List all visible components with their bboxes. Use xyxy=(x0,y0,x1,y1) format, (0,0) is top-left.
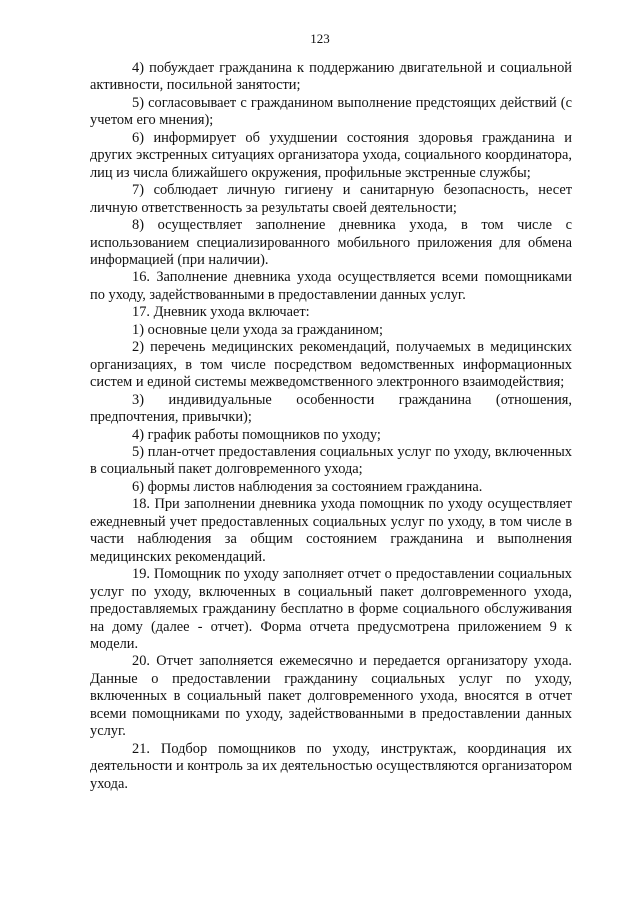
paragraph: 17. Дневник ухода включает: xyxy=(132,304,310,321)
paragraph: 2) перечень медицинских рекомендаций, получаемых в медицинских организациях, в том числе посредством ведомственных информационных систем и единой системы межведомственного электронного взаимодействия; xyxy=(90,339,572,391)
paragraph: 4) график работы помощников по уходу; xyxy=(132,426,381,443)
paragraph: 6) формы листов наблюдения за состоянием гражданина. xyxy=(132,478,483,495)
paragraph: 1) основные цели ухода за гражданином; xyxy=(132,321,384,338)
paragraph: 20. Отчет заполняется ежемесячно и передается организатору ухода. Данные о предоставлении гражданину социальных услуг по уходу, включенных в социальный пакет долговременного ухода, вносятся в отчет всеми помощниками по уходу, задействованными в предоставлении данных услуг. xyxy=(90,653,572,740)
paragraph: 21. Подбор помощников по уходу, инструктаж, координация их деятельности и контроль за их деятельностью осуществляются организатором ухода. xyxy=(90,740,572,792)
paragraph: 8) осуществляет заполнение дневника ухода, в том числе с использованием специализированного мобильного приложения для обмена информацией (при наличии). xyxy=(90,217,572,268)
paragraph: 16. Заполнение дневника ухода осуществляется всеми помощниками по уходу, задействованными в предоставлении данных услуг. xyxy=(90,269,572,303)
paragraph: 6) информирует об ухудшении состояния здоровья гражданина и других экстренных ситуациях организатора ухода, социального координатора, лиц из числа ближайшего окружения, профильные экстренные службы; xyxy=(90,129,572,181)
paragraph: 4) побуждает гражданина к поддержанию двигательной и социальной активности, посильной занятости; xyxy=(90,60,572,94)
page-number: 123 xyxy=(310,31,330,46)
paragraph: 3) индивидуальные особенности гражданина (отношения, предпочтения, привычки); xyxy=(90,391,572,426)
paragraph: 18. При заполнении дневника ухода помощник по уходу осуществляет ежедневный учет предоставленных социальных услуг по уходу, в том числе в части наблюдения за общим состоянием гражданина и выполнения медицинских рекомендаций. xyxy=(90,496,572,565)
paragraph: 5) план-отчет предоставления социальных услуг по уходу, включенных в социальный пакет долговременного ухода; xyxy=(90,443,572,478)
paragraph: 5) согласовывает с гражданином выполнение предстоящих действий (с учетом его мнения); xyxy=(90,94,572,129)
document-body xyxy=(90,60,572,793)
paragraph: 7) соблюдает личную гигиену и санитарную безопасность, несет личную ответственность за результаты своей деятельности; xyxy=(90,182,572,216)
paragraph: 19. Помощник по уходу заполняет отчет о предоставлении социальных услуг по уходу, включенных в социальный пакет долговременного ухода, предоставляемых гражданину бесплатно в форме социального обслуживания на дому (далее - отчет). Форма отчета предусмотрена приложением 9 к модели. xyxy=(90,566,572,652)
